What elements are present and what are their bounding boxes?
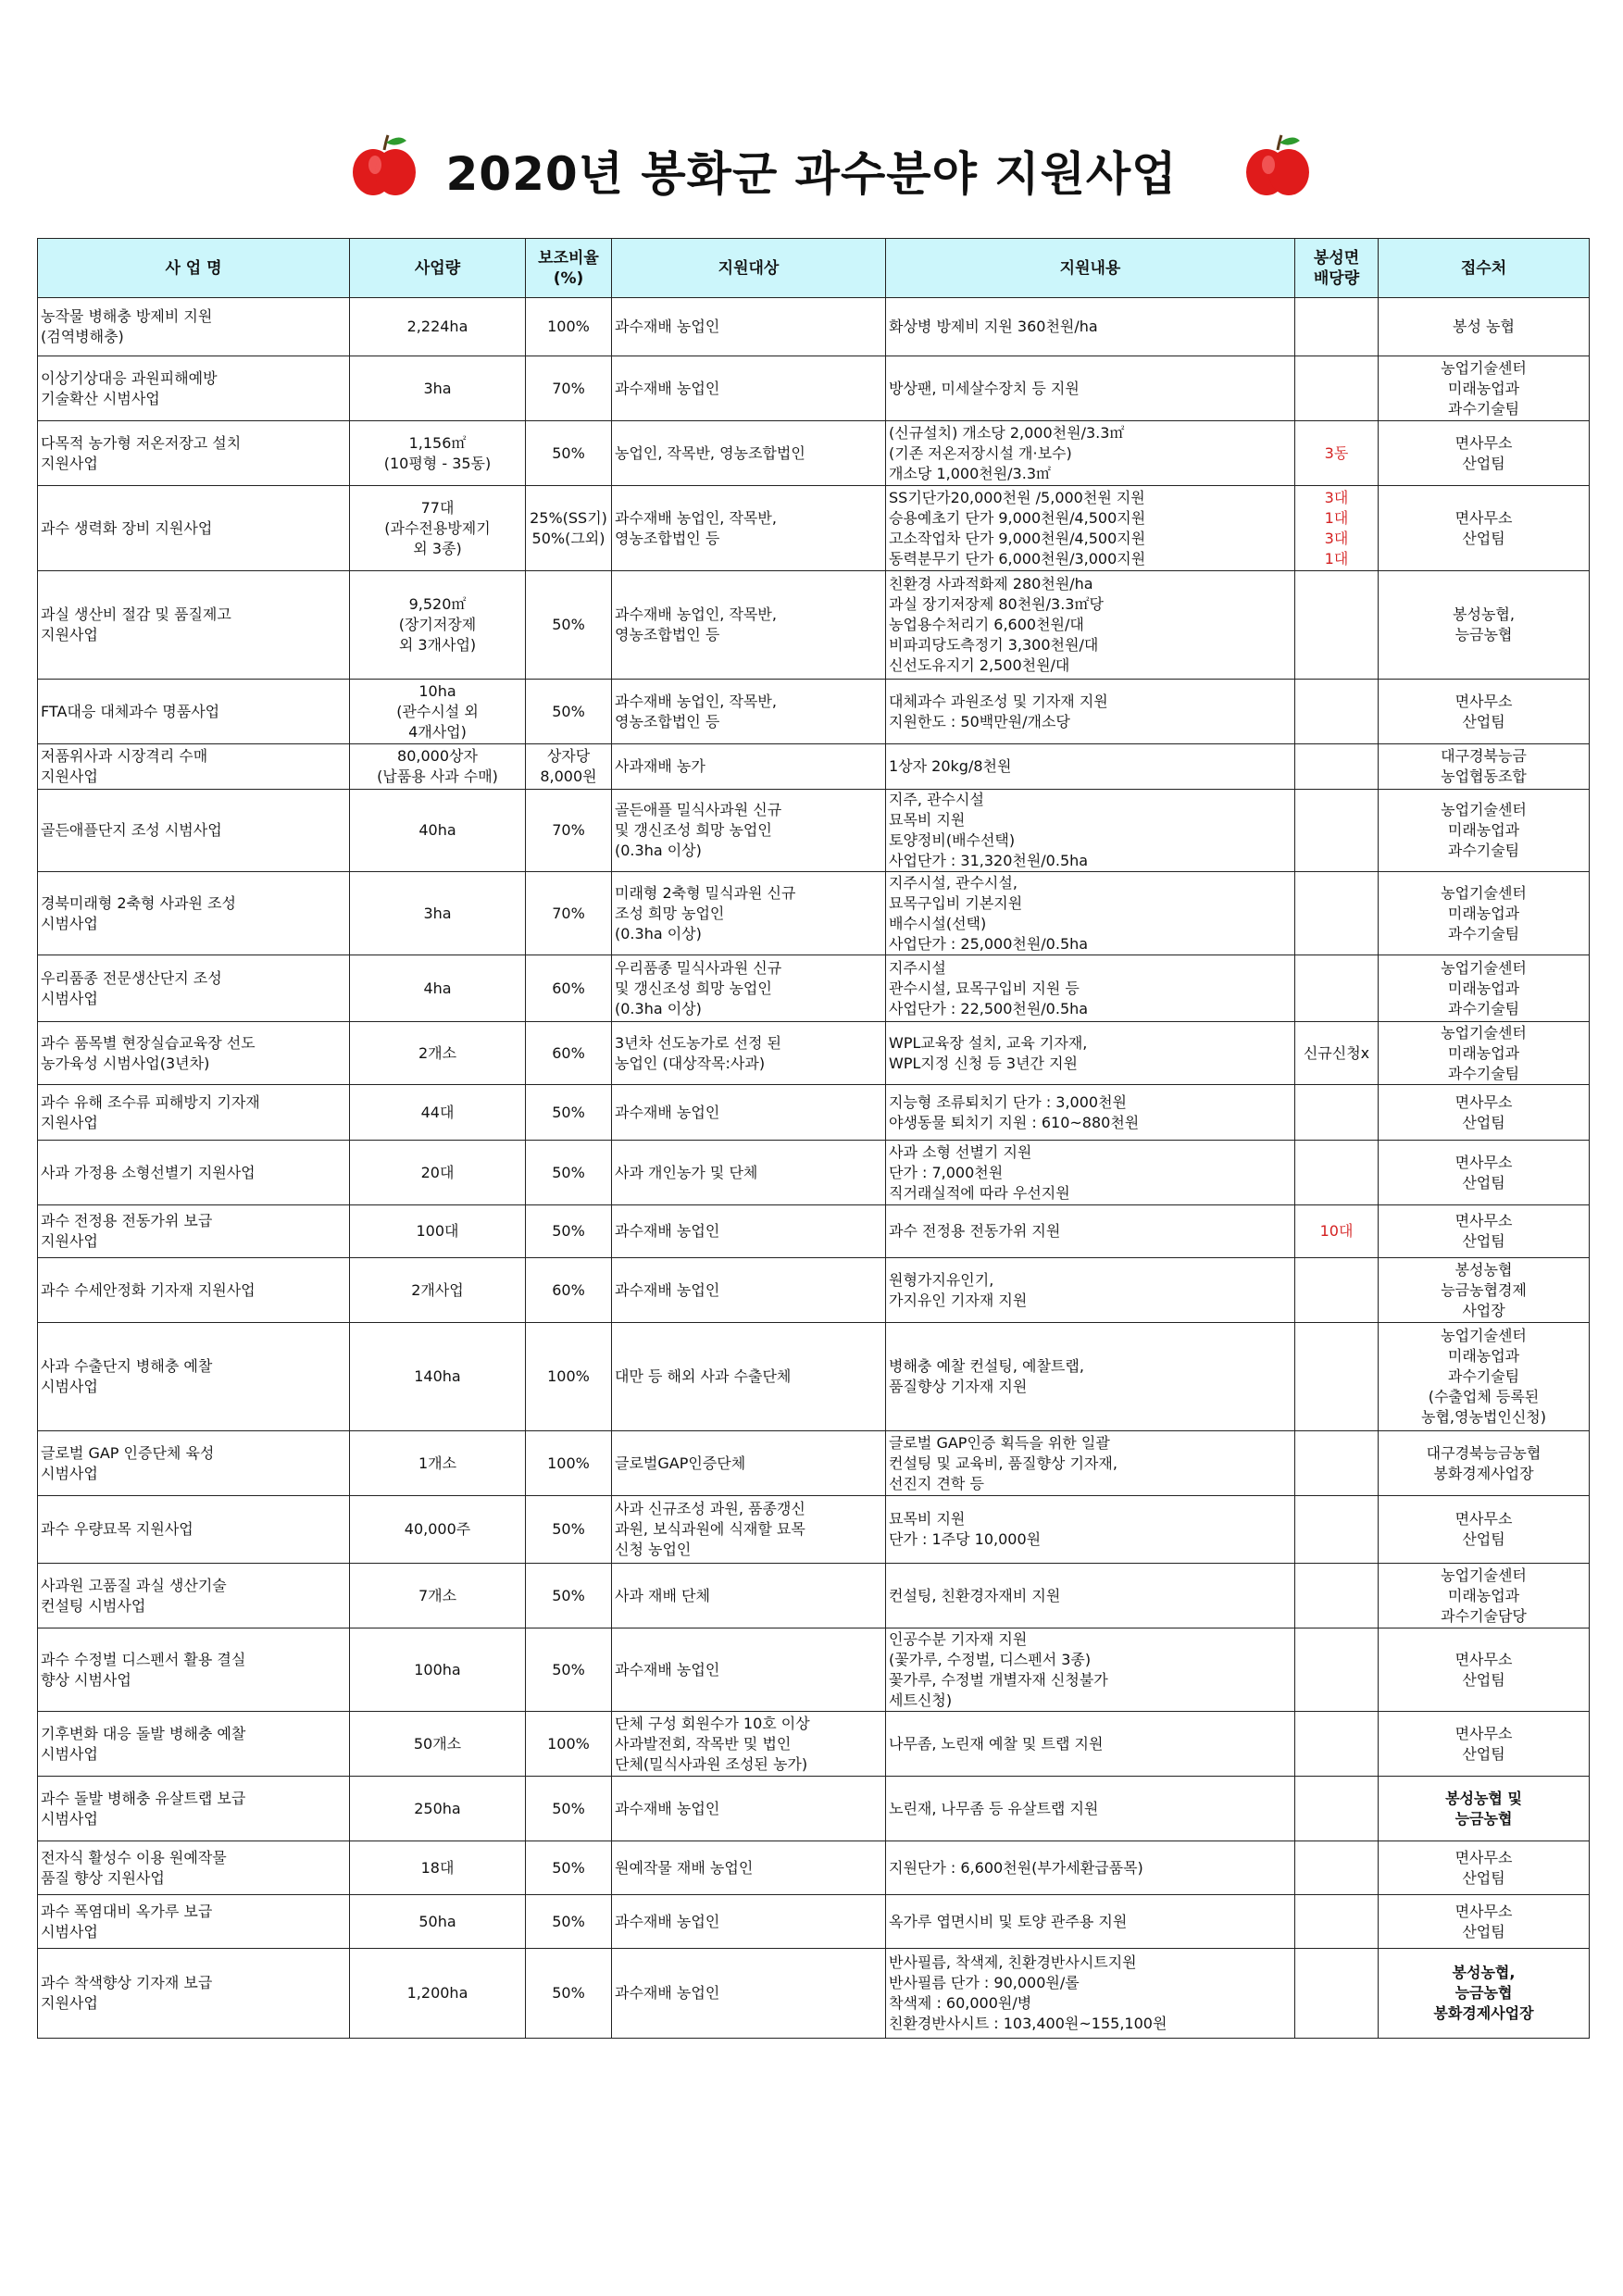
row-name-cell: 글로벌 GAP 인증단체 육성 시범사업 [38, 1431, 350, 1496]
row-ratio-cell: 100% [526, 1712, 612, 1777]
row-ratio-cell: 50% [526, 1496, 612, 1564]
row-allot-cell [1295, 1712, 1379, 1777]
row-target-cell: 과수재배 농업인 [612, 356, 886, 421]
row-target-cell: 과수재배 농업인 [612, 1205, 886, 1258]
row-name-cell: 과수 유해 조수류 피해방지 기자재 지원사업 [38, 1085, 350, 1141]
row-quantity-cell: 100ha [350, 1628, 526, 1712]
row-content-cell: 옥가루 엽면시비 및 토양 관주용 지원 [886, 1895, 1295, 1949]
table-row [38, 1564, 1590, 1628]
row-allot-cell [1295, 1841, 1379, 1895]
row-content-cell: 묘목비 지원 단가 : 1주당 10,000원 [886, 1496, 1295, 1564]
row-allot-cell [1295, 1431, 1379, 1496]
row-office-cell: 면사무소 산업팀 [1379, 486, 1590, 571]
row-content-cell: 방상팬, 미세살수장치 등 지원 [886, 356, 1295, 421]
row-quantity-cell: 3ha [350, 872, 526, 955]
row-target-cell: 과수재배 농업인, 작목반, 영농조합법인 등 [612, 486, 886, 571]
table-row [38, 1628, 1590, 1712]
row-content-cell: 친환경 사과적화제 280천원/ha 과실 장기저장제 80천원/3.3㎡당 농업용수처리기 6,600천원/대 비파괴당도측정기 3,300천원/대 신선도유지기 2,500천원/대 [886, 571, 1295, 680]
row-target-cell: 과수재배 농업인, 작목반, 영농조합법인 등 [612, 680, 886, 744]
row-content-cell: 과수 전정용 전동가위 지원 [886, 1205, 1295, 1258]
row-office-cell: 농업기술센터 미래농업과 과수기술팀 (수출업체 등록된 농협,영농법인신청) [1379, 1323, 1590, 1431]
row-ratio-cell: 70% [526, 790, 612, 872]
row-target-cell: 농업인, 작목반, 영농조합법인 [612, 421, 886, 486]
row-quantity-cell: 1개소 [350, 1431, 526, 1496]
row-target-cell: 미래형 2축형 밀식과원 신규 조성 희망 농업인 (0.3ha 이상) [612, 872, 886, 955]
row-quantity-cell: 2개사업 [350, 1258, 526, 1323]
table-row [38, 1258, 1590, 1323]
row-allot-cell [1295, 1895, 1379, 1949]
row-office-cell: 면사무소 산업팀 [1379, 1895, 1590, 1949]
row-target-cell: 사과 개인농가 및 단체 [612, 1141, 886, 1205]
row-target-cell: 3년차 선도농가로 선정 된 농업인 (대상작목:사과) [612, 1022, 886, 1085]
row-target-cell: 글로벌GAP인증단체 [612, 1431, 886, 1496]
row-target-cell: 과수재배 농업인 [612, 1949, 886, 2039]
row-allot-cell [1295, 790, 1379, 872]
row-quantity-cell: 77대 (과수전용방제기 외 3종) [350, 486, 526, 571]
row-target-cell: 우리품종 밀식사과원 신규 및 갱신조성 희망 농업인 (0.3ha 이상) [612, 955, 886, 1022]
row-allot-cell [1295, 1258, 1379, 1323]
row-name-cell: 우리품종 전문생산단지 조성 시범사업 [38, 955, 350, 1022]
row-ratio-cell: 50% [526, 1949, 612, 2039]
row-office-cell: 봉성 농협 [1379, 298, 1590, 356]
row-quantity-cell: 4ha [350, 955, 526, 1022]
row-quantity-cell: 40ha [350, 790, 526, 872]
row-quantity-cell: 50개소 [350, 1712, 526, 1777]
row-content-cell: 컨설팅, 친환경자재비 지원 [886, 1564, 1295, 1628]
row-office-cell: 면사무소 산업팀 [1379, 1841, 1590, 1895]
table-row [38, 356, 1590, 421]
row-name-cell: 사과 수출단지 병해충 예찰 시범사업 [38, 1323, 350, 1431]
header-name: 사 업 명 [38, 239, 350, 298]
row-allot-cell [1295, 356, 1379, 421]
row-target-cell: 사과 재배 단체 [612, 1564, 886, 1628]
row-ratio-cell: 50% [526, 1628, 612, 1712]
row-office-cell: 봉성농협, 능금농협 [1379, 571, 1590, 680]
row-content-cell: 지주, 관수시설 묘목비 지원 토양정비(배수선택) 사업단가 : 31,320천원/0.5ha [886, 790, 1295, 872]
row-office-cell: 농업기술센터 미래농업과 과수기술담당 [1379, 1564, 1590, 1628]
row-allot-cell: 3대 1대 3대 1대 [1295, 486, 1379, 571]
row-allot-cell [1295, 1949, 1379, 2039]
row-quantity-cell: 1,156㎡ (10평형 - 35동) [350, 421, 526, 486]
row-ratio-cell: 70% [526, 356, 612, 421]
header-target: 지원대상 [612, 239, 886, 298]
row-target-cell: 과수재배 농업인 [612, 1628, 886, 1712]
table-row [38, 790, 1590, 872]
table-row [38, 571, 1590, 680]
row-quantity-cell: 2개소 [350, 1022, 526, 1085]
row-ratio-cell: 60% [526, 955, 612, 1022]
table-row [38, 1085, 1590, 1141]
title-area [0, 130, 1623, 213]
row-office-cell: 봉성농협 능금농협경제 사업장 [1379, 1258, 1590, 1323]
row-name-cell: 저품위사과 시장격리 수매 지원사업 [38, 744, 350, 790]
row-quantity-cell: 20대 [350, 1141, 526, 1205]
row-ratio-cell: 60% [526, 1258, 612, 1323]
row-quantity-cell: 7개소 [350, 1564, 526, 1628]
row-name-cell: 과실 생산비 절감 및 품질제고 지원사업 [38, 571, 350, 680]
header-quantity: 사업량 [350, 239, 526, 298]
row-allot-cell [1295, 1564, 1379, 1628]
row-allot-cell [1295, 1323, 1379, 1431]
row-name-cell: 과수 생력화 장비 지원사업 [38, 486, 350, 571]
row-ratio-cell: 50% [526, 1205, 612, 1258]
row-ratio-cell: 50% [526, 1564, 612, 1628]
row-ratio-cell: 상자당 8,000원 [526, 744, 612, 790]
row-name-cell: 이상기상대응 과원피해예방 기술확산 시범사업 [38, 356, 350, 421]
row-content-cell: 사과 소형 선별기 지원 단가 : 7,000천원 직거래실적에 따라 우선지원 [886, 1141, 1295, 1205]
row-allot-cell [1295, 571, 1379, 680]
row-allot-cell [1295, 1628, 1379, 1712]
row-name-cell: 과수 돌발 병해충 유살트랩 보급 시범사업 [38, 1777, 350, 1841]
row-quantity-cell: 100대 [350, 1205, 526, 1258]
row-name-cell: 전자식 활성수 이용 원예작물 품질 향상 지원사업 [38, 1841, 350, 1895]
row-quantity-cell: 40,000주 [350, 1496, 526, 1564]
row-ratio-cell: 50% [526, 1085, 612, 1141]
table-row [38, 1431, 1590, 1496]
row-content-cell: (신규설치) 개소당 2,000천원/3.3㎡ (기존 저온저장시설 개·보수) 개소당 1,000천원/3.3㎡ [886, 421, 1295, 486]
row-office-cell: 농업기술센터 미래농업과 과수기술팀 [1379, 872, 1590, 955]
row-name-cell: 사과원 고품질 과실 생산기술 컨설팅 시범사업 [38, 1564, 350, 1628]
row-target-cell: 과수재배 농업인 [612, 1085, 886, 1141]
row-ratio-cell: 50% [526, 571, 612, 680]
row-ratio-cell: 60% [526, 1022, 612, 1085]
support-program-table [37, 238, 1590, 2039]
row-name-cell: 과수 수정벌 디스펜서 활용 결실 향상 시범사업 [38, 1628, 350, 1712]
row-content-cell: 병해충 예찰 컨설팅, 예찰트랩, 품질향상 기자재 지원 [886, 1323, 1295, 1431]
row-ratio-cell: 50% [526, 1895, 612, 1949]
row-content-cell: 지능형 조류퇴치기 단가 : 3,000천원 야생동물 퇴치기 지원 : 610~880천원 [886, 1085, 1295, 1141]
row-target-cell: 단체 구성 회원수가 10호 이상 사과발전회, 작목반 및 법인 단체(밀식사과원 조성된 농가) [612, 1712, 886, 1777]
apple-icon [1241, 130, 1315, 204]
row-ratio-cell: 50% [526, 680, 612, 744]
row-allot-cell [1295, 298, 1379, 356]
table-header-row [38, 239, 1590, 298]
row-content-cell: 화상병 방제비 지원 360천원/ha [886, 298, 1295, 356]
table-row [38, 1205, 1590, 1258]
row-allot-cell [1295, 872, 1379, 955]
row-office-cell: 면사무소 산업팀 [1379, 680, 1590, 744]
row-name-cell: 다목적 농가형 저온저장고 설치 지원사업 [38, 421, 350, 486]
row-quantity-cell: 140ha [350, 1323, 526, 1431]
row-office-cell: 봉성농협 및 능금농협 [1379, 1777, 1590, 1841]
row-name-cell: 과수 우량묘목 지원사업 [38, 1496, 350, 1564]
row-ratio-cell: 50% [526, 1141, 612, 1205]
row-target-cell: 과수재배 농업인 [612, 1777, 886, 1841]
row-office-cell: 면사무소 산업팀 [1379, 1496, 1590, 1564]
row-target-cell: 과수재배 농업인 [612, 1895, 886, 1949]
row-content-cell: 원형가지유인기, 가지유인 기자재 지원 [886, 1258, 1295, 1323]
header-content: 지원내용 [886, 239, 1295, 298]
row-allot-cell [1295, 955, 1379, 1022]
table-row [38, 1022, 1590, 1085]
table-row [38, 872, 1590, 955]
row-ratio-cell: 100% [526, 298, 612, 356]
row-target-cell: 사과 신규조성 과원, 품종갱신 과원, 보식과원에 식재할 묘목 신청 농업인 [612, 1496, 886, 1564]
row-content-cell: 나무좀, 노린재 예찰 및 트랩 지원 [886, 1712, 1295, 1777]
table-row [38, 298, 1590, 356]
row-name-cell: 경북미래형 2축형 사과원 조성 시범사업 [38, 872, 350, 955]
row-ratio-cell: 50% [526, 421, 612, 486]
table-row [38, 1777, 1590, 1841]
table-row [38, 1323, 1590, 1431]
row-name-cell: 과수 수세안정화 기자재 지원사업 [38, 1258, 350, 1323]
row-office-cell: 봉성농협, 능금농협 봉화경제사업장 [1379, 1949, 1590, 2039]
row-allot-cell: 10대 [1295, 1205, 1379, 1258]
row-ratio-cell: 70% [526, 872, 612, 955]
table-row [38, 1895, 1590, 1949]
row-target-cell: 사과재배 농가 [612, 744, 886, 790]
row-allot-cell [1295, 1085, 1379, 1141]
row-office-cell: 대구경북능금 농업협동조합 [1379, 744, 1590, 790]
row-office-cell: 면사무소 산업팀 [1379, 1141, 1590, 1205]
row-name-cell: 농작물 병해충 방제비 지원 (검역병해충) [38, 298, 350, 356]
row-allot-cell [1295, 1777, 1379, 1841]
table-row [38, 486, 1590, 571]
row-name-cell: FTA대응 대체과수 명품사업 [38, 680, 350, 744]
row-office-cell: 면사무소 산업팀 [1379, 1712, 1590, 1777]
row-quantity-cell: 10ha (관수시설 외 4개사업) [350, 680, 526, 744]
row-content-cell: 지주시설, 관수시설, 묘목구입비 기본지원 배수시설(선택) 사업단가 : 25,000천원/0.5ha [886, 872, 1295, 955]
row-office-cell: 대구경북능금농협 봉화경제사업장 [1379, 1431, 1590, 1496]
row-quantity-cell: 50ha [350, 1895, 526, 1949]
row-office-cell: 면사무소 산업팀 [1379, 421, 1590, 486]
row-quantity-cell: 18대 [350, 1841, 526, 1895]
row-office-cell: 농업기술센터 미래농업과 과수기술팀 [1379, 955, 1590, 1022]
table-row [38, 1712, 1590, 1777]
row-name-cell: 과수 전정용 전동가위 보급 지원사업 [38, 1205, 350, 1258]
header-ratio: 보조비율 (%) [526, 239, 612, 298]
row-quantity-cell: 2,224ha [350, 298, 526, 356]
table-row [38, 1949, 1590, 2039]
row-allot-cell: 신규신청x [1295, 1022, 1379, 1085]
page-title: 2020년 봉화군 과수분야 지원사업 [445, 147, 1178, 201]
table-row [38, 955, 1590, 1022]
row-quantity-cell: 250ha [350, 1777, 526, 1841]
row-quantity-cell: 80,000상자 (납품용 사과 수매) [350, 744, 526, 790]
row-target-cell: 골든애플 밀식사과원 신규 및 갱신조성 희망 농업인 (0.3ha 이상) [612, 790, 886, 872]
table-row [38, 1141, 1590, 1205]
row-quantity-cell: 1,200ha [350, 1949, 526, 2039]
row-name-cell: 과수 착색향상 기자재 보급 지원사업 [38, 1949, 350, 2039]
row-content-cell: 노린재, 나무좀 등 유살트랩 지원 [886, 1777, 1295, 1841]
row-allot-cell [1295, 1141, 1379, 1205]
row-name-cell: 골든애플단지 조성 시범사업 [38, 790, 350, 872]
row-name-cell: 사과 가정용 소형선별기 지원사업 [38, 1141, 350, 1205]
table-row [38, 680, 1590, 744]
row-content-cell: 대체과수 과원조성 및 기자재 지원 지원한도 : 50백만원/개소당 [886, 680, 1295, 744]
row-office-cell: 면사무소 산업팀 [1379, 1628, 1590, 1712]
header-office: 접수처 [1379, 239, 1590, 298]
row-office-cell: 농업기술센터 미래농업과 과수기술팀 [1379, 356, 1590, 421]
row-name-cell: 기후변화 대응 돌발 병해충 예찰 시범사업 [38, 1712, 350, 1777]
row-allot-cell [1295, 680, 1379, 744]
row-allot-cell [1295, 744, 1379, 790]
row-quantity-cell: 44대 [350, 1085, 526, 1141]
table-row [38, 744, 1590, 790]
table-row [38, 1841, 1590, 1895]
row-office-cell: 농업기술센터 미래농업과 과수기술팀 [1379, 790, 1590, 872]
row-quantity-cell: 9,520㎡ (장기저장제 외 3개사업) [350, 571, 526, 680]
row-office-cell: 농업기술센터 미래농업과 과수기술팀 [1379, 1022, 1590, 1085]
row-content-cell: 반사필름, 착색제, 친환경반사시트지원 반사필름 단가 : 90,000원/롤 착색제 : 60,000원/병 친환경반사시트 : 103,400원~155,100원 [886, 1949, 1295, 2039]
table-row [38, 421, 1590, 486]
row-quantity-cell: 3ha [350, 356, 526, 421]
row-office-cell: 면사무소 산업팀 [1379, 1085, 1590, 1141]
table-row [38, 1496, 1590, 1564]
row-allot-cell: 3동 [1295, 421, 1379, 486]
row-ratio-cell: 50% [526, 1841, 612, 1895]
row-target-cell: 대만 등 해외 사과 수출단체 [612, 1323, 886, 1431]
row-content-cell: 지원단가 : 6,600천원(부가세환급품목) [886, 1841, 1295, 1895]
row-target-cell: 과수재배 농업인, 작목반, 영농조합법인 등 [612, 571, 886, 680]
row-name-cell: 과수 폭염대비 옥가루 보급 시범사업 [38, 1895, 350, 1949]
row-content-cell: 글로벌 GAP인증 획득을 위한 일괄 컨설팅 및 교육비, 품질향상 기자재, 선진지 견학 등 [886, 1431, 1295, 1496]
row-ratio-cell: 100% [526, 1323, 612, 1431]
row-content-cell: 1상자 20kg/8천원 [886, 744, 1295, 790]
row-ratio-cell: 25%(SS기) 50%(그외) [526, 486, 612, 571]
row-content-cell: SS기단가20,000천원 /5,000천원 지원 승용예초기 단가 9,000천원/4,500지원 고소작업차 단가 9,000천원/4,500지원 동력분무기 단가 6,000천원/3,000지원 [886, 486, 1295, 571]
row-target-cell: 원예작물 재배 농업인 [612, 1841, 886, 1895]
row-content-cell: WPL교육장 설치, 교육 기자재, WPL지정 신청 등 3년간 지원 [886, 1022, 1295, 1085]
row-office-cell: 면사무소 산업팀 [1379, 1205, 1590, 1258]
row-ratio-cell: 100% [526, 1431, 612, 1496]
row-target-cell: 과수재배 농업인 [612, 298, 886, 356]
row-ratio-cell: 50% [526, 1777, 612, 1841]
row-target-cell: 과수재배 농업인 [612, 1258, 886, 1323]
row-content-cell: 인공수분 기자재 지원 (꽃가루, 수정벌, 디스펜서 3종) 꽃가루, 수정벌 개별자재 신청불가 세트신청) [886, 1628, 1295, 1712]
header-allot: 봉성면 배당량 [1295, 239, 1379, 298]
row-content-cell: 지주시설 관수시설, 묘목구입비 지원 등 사업단가 : 22,500천원/0.5ha [886, 955, 1295, 1022]
row-allot-cell [1295, 1496, 1379, 1564]
row-name-cell: 과수 품목별 현장실습교육장 선도 농가육성 시범사업(3년차) [38, 1022, 350, 1085]
